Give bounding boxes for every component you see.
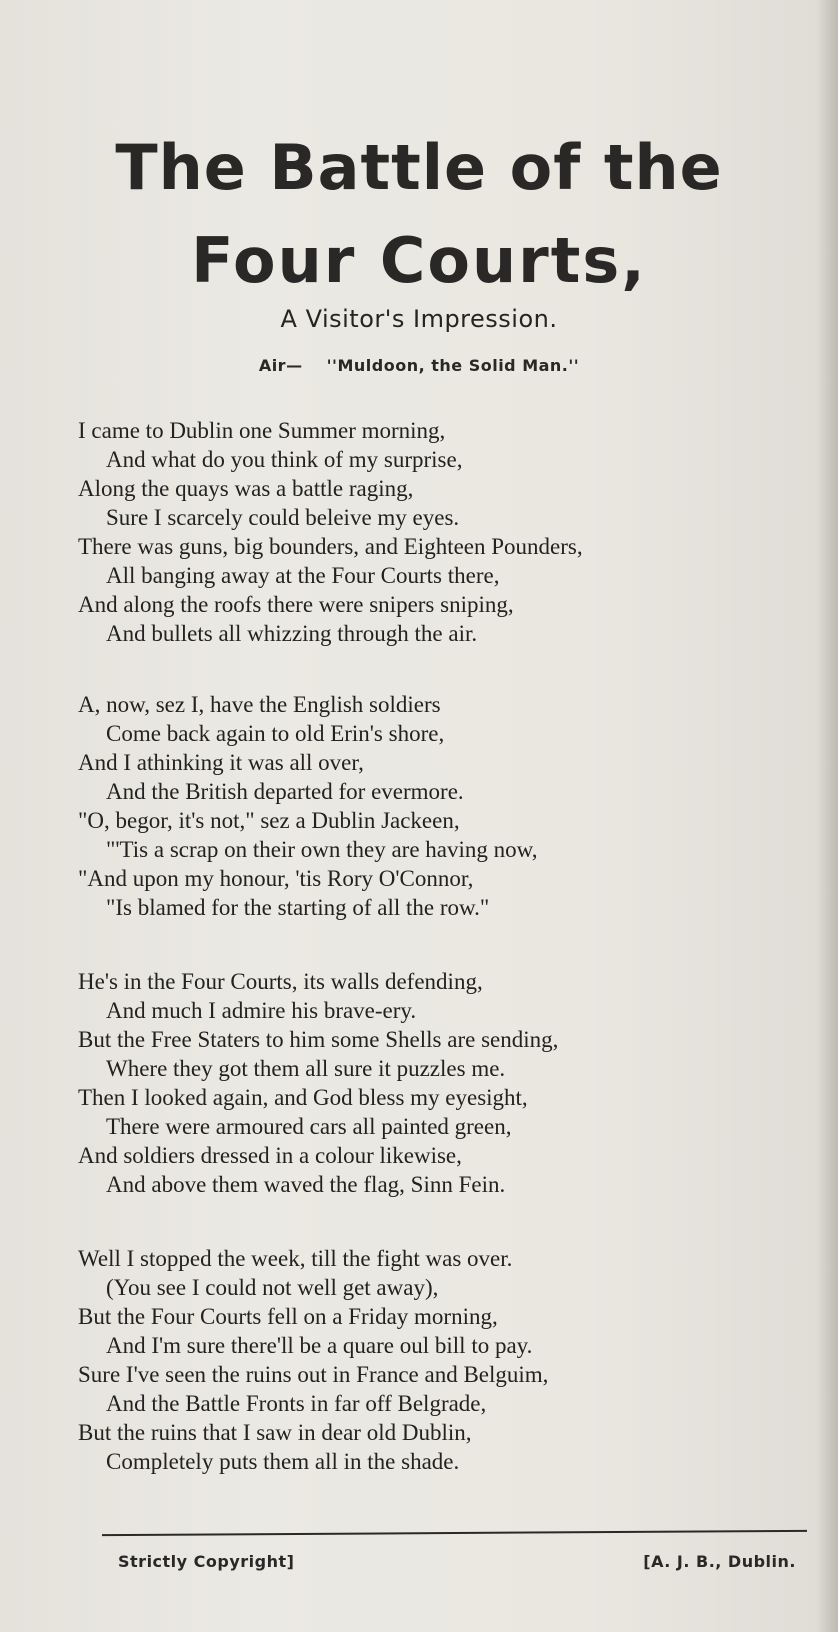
verse-line: (You see I could not well get away), [106, 1275, 439, 1300]
verse-line: But the Free Staters to him some Shells are sending, [78, 1027, 559, 1052]
verse-line: Where they got them all sure it puzzles me. [106, 1056, 506, 1081]
verse-3 [78, 967, 808, 1199]
verse-line: But the ruins that I saw in dear old Dublin, [78, 1420, 472, 1445]
subtitle: A Visitor's Impression. [280, 305, 558, 333]
verse-2 [78, 690, 808, 922]
verse-4 [78, 1244, 808, 1476]
verse-line: And soldiers dressed in a colour likewise, [78, 1143, 462, 1168]
verse-line: And much I admire his brave-ery. [106, 998, 417, 1023]
verse-line: There was guns, big bounders, and Eighteen Pounders, [78, 534, 583, 559]
verse-line: And the British departed for evermore. [106, 779, 464, 804]
copyright-notice: Strictly Copyright] [118, 1552, 295, 1571]
verse-1 [78, 416, 808, 648]
verse-line: "O, begor, it's not," sez a Dublin Jackeen, [78, 808, 460, 833]
author-credit: [A. J. B., Dublin. [643, 1552, 796, 1571]
verse-line: And the Battle Fronts in far off Belgrade, [106, 1391, 487, 1416]
verse-line: All banging away at the Four Courts there, [106, 563, 500, 588]
verse-line: "Is blamed for the starting of all the row." [106, 895, 490, 920]
verse-line: "And upon my honour, 'tis Rory O'Connor, [78, 866, 474, 891]
verse-line: Well I stopped the week, till the fight was over. [78, 1246, 513, 1271]
footer-divider [102, 1530, 807, 1536]
verse-line: And what do you think of my surprise, [106, 447, 463, 472]
verse-line: And I athinking it was all over, [78, 750, 364, 775]
verse-line: And along the roofs there were snipers sniping, [78, 592, 514, 617]
verse-line: Then I looked again, and God bless my eyesight, [78, 1085, 528, 1110]
verse-line: And above them waved the flag, Sinn Fein. [106, 1172, 506, 1197]
verse-line: And bullets all whizzing through the air. [106, 621, 478, 646]
title-line-1: The Battle of the [115, 131, 723, 204]
verse-line: Sure I scarcely could beleive my eyes. [106, 505, 460, 530]
verse-line: Along the quays was a battle raging, [78, 476, 414, 501]
verse-line: A, now, sez I, have the English soldiers [78, 692, 441, 717]
verse-line: "'Tis a scrap on their own they are having now, [106, 837, 538, 862]
air-tune: ''Muldoon, the Solid Man.'' [326, 356, 580, 375]
verse-line: And I'm sure there'll be a quare oul bill to pay. [106, 1333, 533, 1358]
verse-line: I came to Dublin one Summer morning, [78, 418, 446, 443]
verse-line: There were armoured cars all painted green, [106, 1114, 512, 1139]
verse-line: Come back again to old Erin's shore, [106, 721, 445, 746]
air-line [0, 356, 838, 375]
verse-line: But the Four Courts fell on a Friday morning, [78, 1304, 498, 1329]
verse-line: He's in the Four Courts, its walls defending, [78, 969, 483, 994]
air-label: Air— [258, 356, 303, 375]
title-line-2: Four Courts, [191, 224, 647, 297]
verse-line: Sure I've seen the ruins out in France and Belguim, [78, 1362, 549, 1387]
verse-line: Completely puts them all in the shade. [106, 1449, 460, 1474]
